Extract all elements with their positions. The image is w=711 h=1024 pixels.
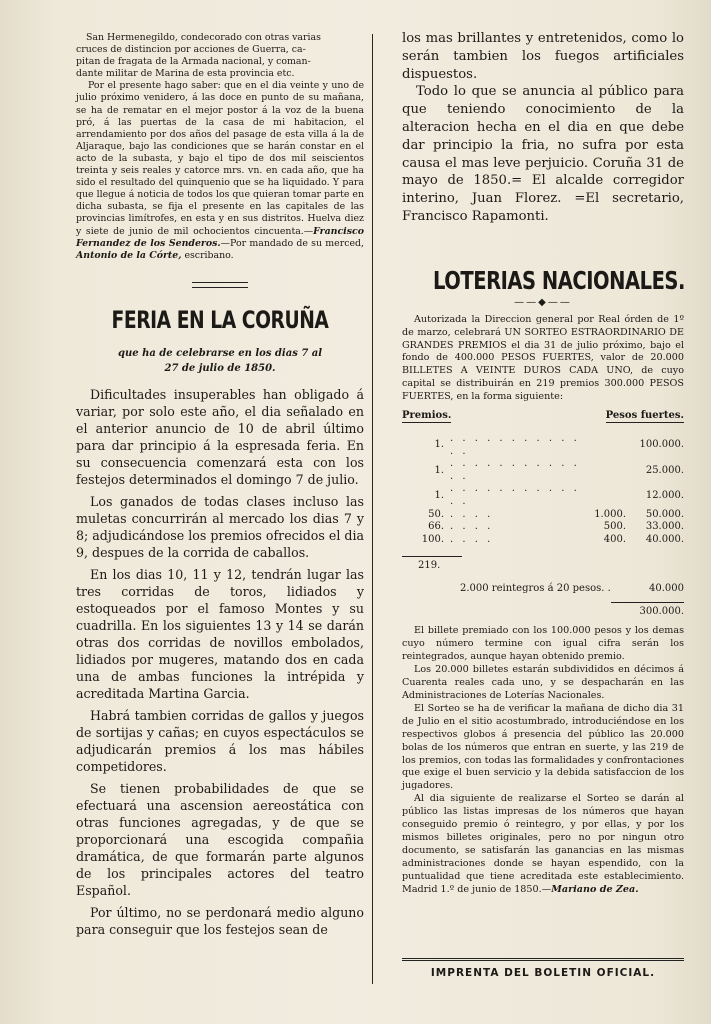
loterias-title: LOTERIAS NACIONALES.: [433, 265, 685, 295]
table-row: 1. . . . . . . . . . . . . . 25.000.: [434, 458, 684, 482]
feria-paragraph-4: Habrá tambien corridas de gallos y juegos de sortijas y cañas; en cuyos espectáculos se adjudicarán premios á los mas hábiles competidores.: [76, 707, 364, 774]
loterias-paragraph-1: El billete premiado con los 100.000 pesos y los demas cuyo número termine con igual cifra serán los reintegrados, aunque hayan obtenido premio.: [402, 625, 684, 663]
col-premios: Premios.: [402, 410, 452, 422]
loterias-paragraph-4: Al dia siguiente de realizarse el Sorteo se darán al público las listas impresas de los números que hayan conseguido premio ó reintegro, y por ellas, y por los mismos billetes originales, pero no por ningun otro documento, se satisfarán las ganancias en las mismas administraciones donde se hayan espendido, con la puntualidad que tiene acreditada este establecimiento. Madrid 1.º de junio de 1850.—Mariano de Zea.: [402, 793, 684, 895]
feria-body: [76, 386, 364, 938]
edict-line-3: pitan de fragata de la Armada nacional, y coman-: [76, 56, 311, 68]
loterias-ornament: ——◆——: [514, 296, 572, 308]
feria-cont-paragraph-1: los mas brillantes y entretenidos, como lo serán tambien los fuegos artificiales dispuestos.: [402, 31, 684, 82]
feria-paragraph-3: En los dias 10, 11 y 12, tendrán lugar las tres corridas de toros, lidiados y estoqueados por el famoso Montes y su cuadrilla. En los siguientes 13 y 14 se darán otras dos corridas de novillos embolados, lidiados por mugeres, matando dos en cada una de ambas funciones la intrépida y acreditada Martina Garcia.: [76, 566, 364, 701]
edict-line-1: San Hermenegildo, condecorado con otras varias: [86, 32, 321, 43]
loterias-paragraph-3: El Sorteo se ha de verificar la mañana de dicho dia 31 de Julio en el sitio acostumbrado, introduciéndose en los respectivos globos á presencia del público las 20.000 bolas de los números que entran en suerte, y las 219 de los premios, con todas las formalidades y confrontaciones que exige el buen servicio y la debida satisfaccion de los jugadores.: [402, 702, 684, 792]
table-row: 1. . . . . . . . . . . . . . 100.000.: [434, 433, 684, 457]
edict-line-4: dante militar de Marina de esta provincia etc.: [76, 68, 295, 80]
feria-paragraph-5: Se tienen probabilidades de que se efectuará una ascension aereostática con otras funciones agregadas, y de que se proporcionará una escogida compañia dramática, de que formarán parte algunos de los principales actores del teatro Español.: [76, 780, 364, 898]
prizes-header: [402, 410, 684, 423]
feria-subtitle: que ha de celebrarse en los dias 7 al 27 de julio de 1850.: [117, 347, 323, 374]
printer-imprint: IMPRENTA DEL BOLETIN OFICIAL.: [402, 958, 684, 979]
table-row: 50. . . . . 1.000. 50.000.: [428, 508, 684, 520]
loterias-intro-block: [402, 314, 684, 404]
edict-line-2: cruces de distincion por acciones de Guerra, ca-: [76, 44, 306, 56]
loterias-intro: Autorizada la Direccion general por Real órden de 1º de marzo, celebrará UN SORTEO ESTRAORDINARIO DE GRANDES PREMIOS el dia 31 de julio próximo, bajo el fondo de 400.000 PESOS FUERTES, valor de 20.000 BILLETES A VEINTE DUROS CADA UNO, de cuyo capital se distribuirán en 219 premios 300.000 PESOS FUERTES, en la forma siguiente:: [402, 313, 684, 403]
prizes-table: [402, 433, 684, 546]
left-column: [76, 32, 364, 938]
edict-body: Por el presente hago saber: que en el dia veinte y uno de julio próximo venidero, á las doce en punto de su mañana, se ha de rematar en el mejor postor á la voz de la buena pró, á las puertas de la casa de mi habitacion, el arrendamiento por dos años del pasage de esta villa á la de Aljaraque, bajo las condiciones que se harán constar en el acto de la subasta, y bajo el tipo de dos mil seiscientos treinta y seis reales y catorce mrs. vn. en cada año, que ha sido el resultado del quinquenio que se ha liquidado. Y para que llegue á noticia de todos los que quieran tomar parte en dicha subasta, se fija el presente en las capitales de las provincias limítrofes, en esta y en sus distritos. Huelva diez y siete de junio de mil ochocientos cincuenta.—Francisco Fernandez de los Senderos.—Por mandado de su merced, Antonio de la Córte, escribano.: [76, 80, 364, 261]
right-column: [402, 30, 684, 896]
feria-title: FERIA EN LA CORUÑA: [111, 305, 329, 334]
prizes-count-row: [402, 556, 462, 571]
table-row: 100. . . . . 400. 40.000.: [421, 533, 684, 545]
feria-paragraph-6: Por último, no se perdonará medio alguno para conseguir que los festejos sean de: [76, 904, 364, 937]
feria-cont-paragraph-2: Todo lo que se anuncia al público para que teniendo conocimiento de la alteracion hecha en el dia en que debe dar principio la fria, no sufra por esta causa el mas leve perjuicio. Coruña 31 de mayo de 1850.= El alcalde corregidor interino, Juan Florez. =El secretario, Francisco Rapamonti.: [402, 84, 684, 224]
loterias-body: [402, 625, 684, 896]
grand-total-row: [402, 602, 684, 617]
table-row: 1. . . . . . . . . . . . . . 12.000.: [434, 483, 684, 508]
prizes-count-total: 219.: [418, 560, 441, 572]
reintegros-row: [402, 583, 684, 594]
grand-total: 300.000.: [611, 602, 684, 617]
col-pesos: Pesos fuertes.: [605, 410, 684, 422]
feria-continuation: [402, 30, 684, 226]
column-divider: [372, 34, 373, 984]
feria-paragraph-2: Los ganados de todas clases incluso las muletas concurrirán al mercado los dias 7 y 8; adjudicándose los premios ofrecidos el dia 9, despues de la corrida de caballos.: [76, 493, 364, 560]
reintegros-total: 40.000: [649, 583, 684, 595]
reintegros-label: 2.000 reintegros á 20 pesos. .: [460, 583, 611, 595]
table-row: 66. . . . . 500. 33.000.: [428, 521, 684, 533]
feria-paragraph-1: Dificultades insuperables han obligado á variar, por solo este año, el dia señalado en el anterior anuncio de 10 de abril último para dar principio á la espresada feria. En su consecuencia comenzará esta con los festejos determinados el domingo 7 de julio.: [76, 386, 364, 487]
loterias-paragraph-2: Los 20.000 billetes estarán subdivididos en décimos á Cuarenta reales cada uno, y se despacharán en las Administraciones de Loterías Nacionales.: [402, 664, 684, 701]
edict-notice: [76, 32, 364, 262]
